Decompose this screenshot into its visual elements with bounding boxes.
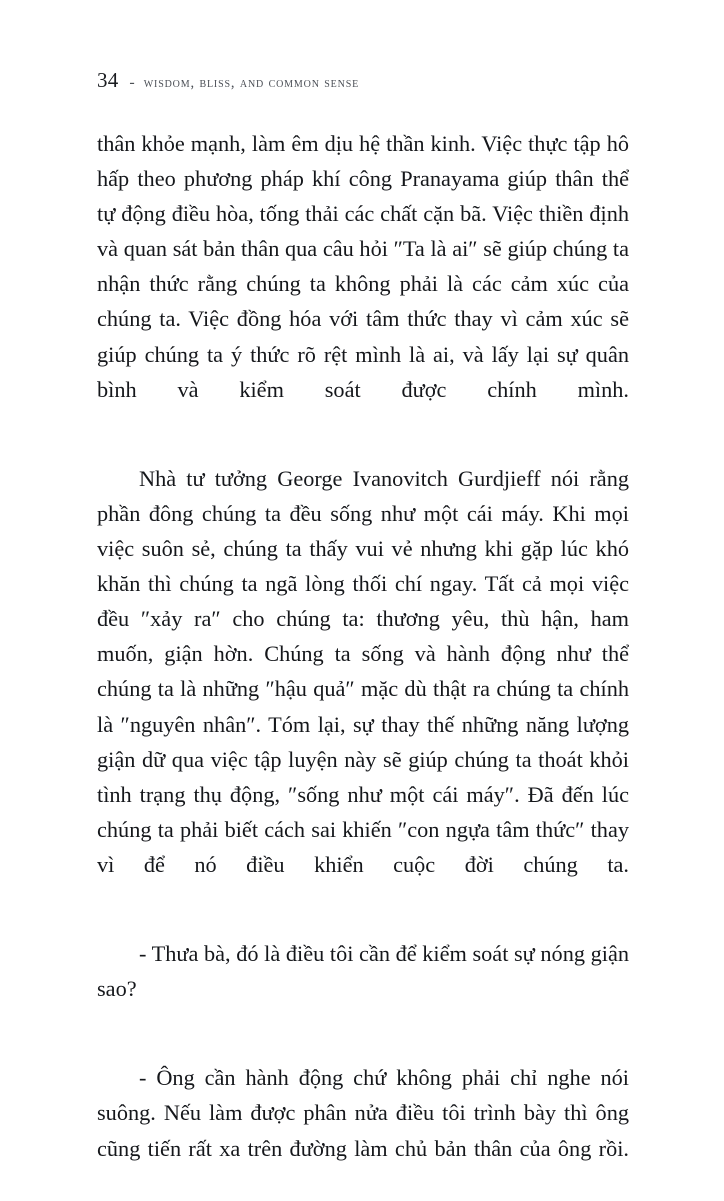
running-head-separator: - xyxy=(129,74,135,91)
paragraph-1: thân khỏe mạnh, làm êm dịu hệ thần kinh. Việc thực tập hô hấp theo phương pháp khí công Pranayama giúp thân thể tự động điều hòa, tống thải các chất cặn bã. Việc thiền định và quan sát bản thân qua câu hỏi ″Ta là ai″ sẽ giúp chúng ta nhận thức rằng chúng ta không phải là các cảm xúc của chúng ta. Việc đồng hóa với tâm thức thay vì cảm xúc sẽ giúp chúng ta ý thức rõ rệt mình là ai, và lấy lại sự quân bình và kiểm soát được chính mình. xyxy=(97,131,629,402)
paragraph-3-question: - Thưa bà, đó là điều tôi cần để kiểm soát sự nóng giận sao? xyxy=(97,941,629,1002)
running-head-title: wisdom, bliss, and common sense xyxy=(143,75,360,91)
paragraph-2: Nhà tư tưởng George Ivanovitch Gurdjieff nói rằng phần đông chúng ta đều sống như một cái máy. Khi mọi việc suôn sẻ, chúng ta thấy vui vẻ nhưng khi gặp lúc khó khăn thì chúng ta ngã lòng thối chí ngay. Tất cả mọi việc đều ″xảy ra″ cho chúng ta: thương yêu, thù hận, ham muốn, giận hờn. Chúng ta sống và hành động như thể chúng ta là những ″hậu quả″ mặc dù thật ra chúng ta chính là ″nguyên nhân″. Tóm lại, sự thay thế những năng lượng giận dữ qua việc tập luyện này sẽ giúp chúng ta thoát khỏi tình trạng thụ động, ″sống như một cái máy″. Đã đến lúc chúng ta phải biết cách sai khiến ″con ngựa tâm thức″ thay vì để nó điều khiển cuộc đời chúng ta. xyxy=(97,465,629,877)
running-head xyxy=(97,70,627,96)
page-number: 34 xyxy=(97,68,119,92)
body-text-block xyxy=(97,126,629,1201)
paragraph-4-answer: - Ông cần hành động chứ không phải chỉ nghe nói suông. Nếu làm được phân nửa điều tôi trình bày thì ông cũng tiến rất xa trên đường làm chủ bản thân của ông rồi. xyxy=(97,1065,629,1161)
